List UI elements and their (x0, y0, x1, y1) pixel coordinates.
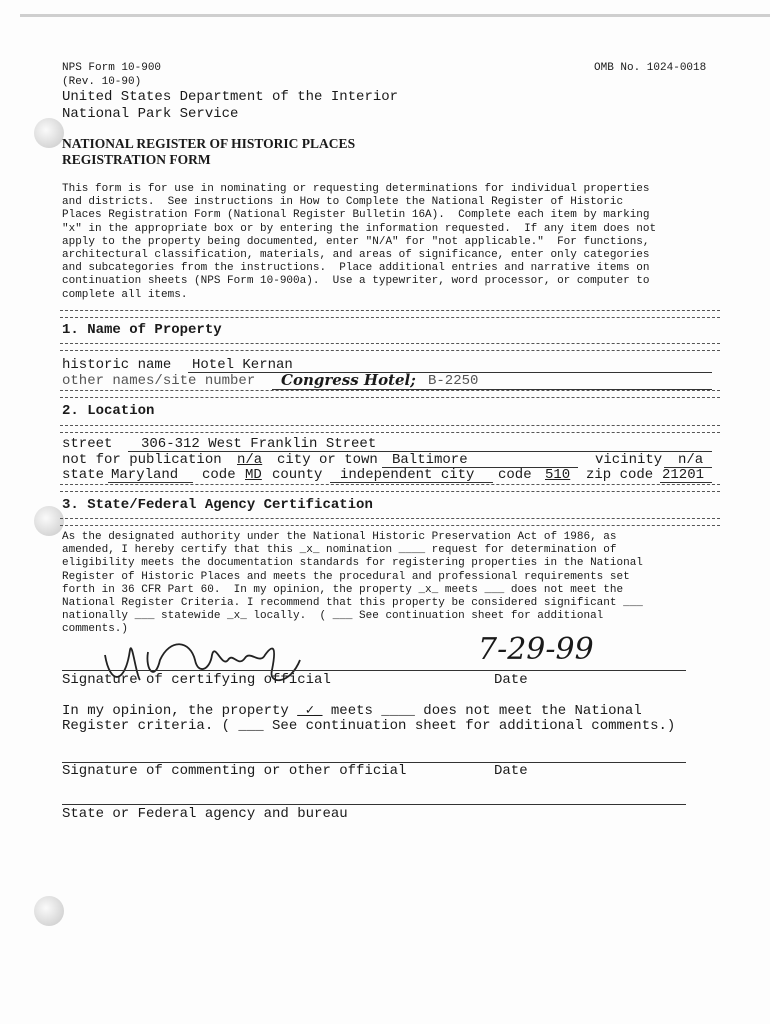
instructions-paragraph: This form is for use in nominating or requesting determinations for individual properties and districts. See instructions in How to Complete the National Register of Historic Places Registration Form (National Register Bulletin 16A). Complete each item by marking "x" in the appropriate box or by entering the information requested. If any item does not apply to the property being documented, enter "N/A" for "not applicable." For functions, architectural classification, materials, and areas of significance, enter only categories and subcategories from the instructions. Place additional entries and narrative items on continuation sheets (NPS Form 10-900a). Use a typewriter, word processor, or computer to complete all items. (62, 183, 657, 301)
street-value: 306-312 West Franklin Street (141, 436, 377, 452)
not-for-publication-label: not for publication (62, 452, 222, 468)
state-label: state (62, 467, 105, 483)
county-label: county (272, 467, 323, 483)
section-1-heading: 1. Name of Property (62, 322, 222, 338)
divider (60, 484, 720, 492)
signature-date-handwritten: 7-29-99 (478, 632, 594, 667)
scan-edge (20, 14, 770, 17)
commenting-signature-label: Signature of commenting or other official (62, 763, 407, 779)
signature-label: Signature of certifying official (62, 672, 331, 688)
commenting-date-label: Date (494, 763, 528, 779)
opinion-meets-mark: _✓_ (297, 703, 323, 719)
other-names-handwritten: Congress Hotel; (281, 371, 416, 389)
certification-paragraph: As the designated authority under the National Historic Preservation Act of 1986, as amended, I hereby certify that this _x_ nomination ____ request for determination of eligibility meets the documentation standards for registering properties in the National Register of Historic Places and meets the procedural and professional requirements set forth in 36 CFR Part 60. In my opinion, the property _x_ meets ___ does not meet the National Register Criteria. I recommend that this property be considered significant ___ nationally ___ statewide _x_ locally. ( ___ See continuation sheet for additional comments.) (62, 531, 643, 636)
zip-label: zip code (586, 467, 654, 483)
form-number: NPS Form 10-900 (62, 62, 162, 74)
not-for-publication-value: n/a (237, 452, 263, 468)
section-2-heading: 2. Location (62, 403, 155, 419)
date-label: Date (494, 672, 528, 688)
form-title: NATIONAL REGISTER OF HISTORIC PLACES (62, 136, 356, 151)
divider (60, 425, 720, 433)
state-code-value: MD (245, 467, 262, 483)
other-names-site-number: B-2250 (428, 373, 479, 389)
form-subtitle: REGISTRATION FORM (62, 152, 211, 167)
historic-name-label: historic name (62, 357, 172, 373)
city-label: city or town (277, 452, 378, 468)
state-value: Maryland (111, 467, 179, 483)
signature-line (62, 670, 686, 671)
divider (60, 310, 720, 318)
vicinity-label: vicinity (595, 452, 663, 468)
opinion-line-1: In my opinion, the property _✓_ meets ____ does not meet the National (62, 703, 642, 719)
divider (60, 518, 720, 526)
form-revision: (Rev. 10-90) (62, 76, 142, 88)
omb-number: OMB No. 1024-0018 (594, 62, 707, 74)
historic-name-value: Hotel Kernan (192, 357, 293, 373)
county-code-value: 510 (545, 467, 571, 483)
department: United States Department of the Interior (62, 89, 399, 105)
city-value: Baltimore (392, 452, 468, 468)
county-code-label: code (498, 467, 532, 483)
agency-label: State or Federal agency and bureau (62, 806, 348, 822)
agency-line (62, 804, 686, 805)
agency: National Park Service (62, 106, 239, 122)
opinion-line-2: Register criteria. ( ___ See continuation sheet for additional comments.) (62, 718, 676, 734)
divider (60, 390, 720, 398)
vicinity-value: n/a (678, 452, 704, 468)
code-label: code (202, 467, 236, 483)
street-label: street (62, 436, 113, 452)
zip-value: 21201 (662, 467, 705, 483)
divider (60, 343, 720, 351)
punch-hole (34, 896, 64, 926)
punch-hole (34, 118, 64, 148)
other-names-label: other names/site number (62, 373, 256, 389)
section-3-heading: 3. State/Federal Agency Certification (62, 497, 373, 513)
county-value: independent city (340, 467, 475, 483)
